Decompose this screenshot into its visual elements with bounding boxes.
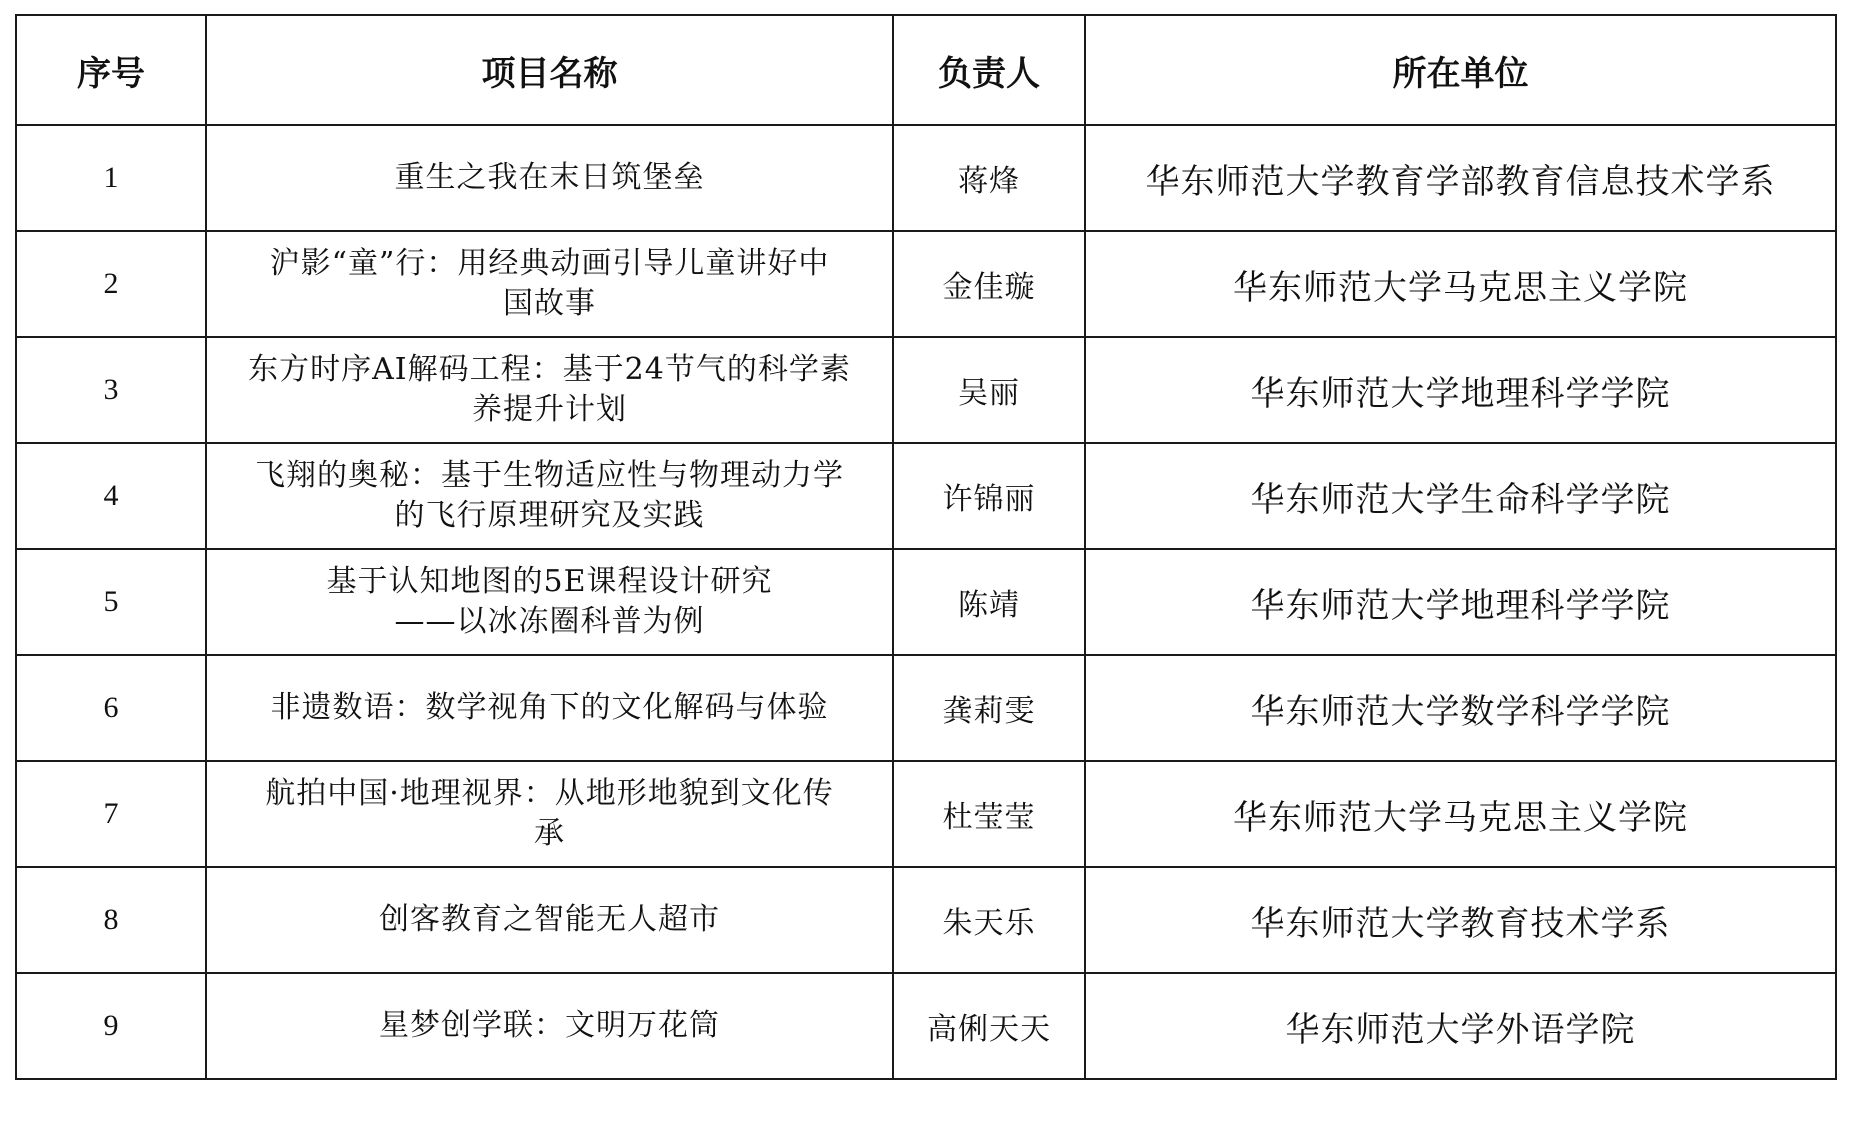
header-no: 序号: [16, 15, 206, 125]
cell-no: 4: [16, 443, 206, 549]
cell-no: 2: [16, 231, 206, 337]
cell-no: 7: [16, 761, 206, 867]
table-row: [16, 655, 1836, 761]
project-name-line: ——以冰冻圈科普为例: [394, 604, 705, 639]
cell-no: 3: [16, 337, 206, 443]
cell-lead: 龚莉雯: [893, 655, 1085, 761]
project-name-line: 沪影“童”行：用经典动画引导儿童讲好中: [269, 246, 830, 281]
cell-project-name: [206, 125, 893, 231]
cell-unit: 华东师范大学外语学院: [1085, 973, 1836, 1079]
project-name-line: 国故事: [503, 286, 596, 321]
cell-project-name: [206, 231, 893, 337]
cell-unit: 华东师范大学教育学部教育信息技术学系: [1085, 125, 1836, 231]
project-name-line: 的飞行原理研究及实践: [394, 498, 705, 533]
cell-project-name: [206, 443, 893, 549]
cell-unit: 华东师范大学数学科学学院: [1085, 655, 1836, 761]
project-name-line: 星梦创学联：文明万花筒: [379, 1008, 720, 1043]
project-name-line: 重生之我在末日筑堡垒: [394, 160, 705, 195]
project-name-line: 承: [534, 816, 565, 851]
cell-lead: 陈靖: [893, 549, 1085, 655]
table-row: [16, 549, 1836, 655]
cell-project-name: [206, 549, 893, 655]
project-name-line: 非遗数语：数学视角下的文化解码与体验: [270, 690, 829, 725]
cell-unit: 华东师范大学马克思主义学院: [1085, 761, 1836, 867]
cell-unit: 华东师范大学马克思主义学院: [1085, 231, 1836, 337]
table-body: [16, 125, 1836, 1079]
cell-unit: 华东师范大学教育技术学系: [1085, 867, 1836, 973]
table-row: [16, 443, 1836, 549]
table-row: [16, 973, 1836, 1079]
cell-project-name: [206, 337, 893, 443]
project-name-line: 创客教育之智能无人超市: [379, 902, 720, 937]
cell-no: 6: [16, 655, 206, 761]
cell-no: 1: [16, 125, 206, 231]
project-name-line: 养提升计划: [472, 392, 627, 427]
cell-lead: 杜莹莹: [893, 761, 1085, 867]
cell-lead: 朱天乐: [893, 867, 1085, 973]
cell-lead: 许锦丽: [893, 443, 1085, 549]
table-row: [16, 761, 1836, 867]
cell-lead: 金佳璇: [893, 231, 1085, 337]
cell-no: 8: [16, 867, 206, 973]
project-name-line: 航拍中国·地理视界：从地形地貌到文化传: [265, 776, 834, 811]
header-lead: 负责人: [893, 15, 1085, 125]
table-row: [16, 867, 1836, 973]
cell-unit: 华东师范大学地理科学学院: [1085, 549, 1836, 655]
cell-project-name: [206, 867, 893, 973]
cell-unit: 华东师范大学地理科学学院: [1085, 337, 1836, 443]
project-name-line: 东方时序AI解码工程：基于24节气的科学素: [248, 352, 851, 387]
cell-lead: 高俐天天: [893, 973, 1085, 1079]
cell-project-name: [206, 761, 893, 867]
cell-no: 5: [16, 549, 206, 655]
header-project-name: 项目名称: [206, 15, 893, 125]
header-unit: 所在单位: [1085, 15, 1836, 125]
table-row: [16, 231, 1836, 337]
project-name-line: 飞翔的奥秘：基于生物适应性与物理动力学: [255, 458, 844, 493]
project-name-line: 基于认知地图的5E课程设计研究: [326, 564, 773, 599]
table-header-row: [16, 15, 1836, 125]
project-table: [15, 14, 1837, 1080]
cell-lead: 吴丽: [893, 337, 1085, 443]
table-row: [16, 125, 1836, 231]
cell-unit: 华东师范大学生命科学学院: [1085, 443, 1836, 549]
cell-project-name: [206, 655, 893, 761]
cell-no: 9: [16, 973, 206, 1079]
cell-project-name: [206, 973, 893, 1079]
cell-lead: 蒋烽: [893, 125, 1085, 231]
table-row: [16, 337, 1836, 443]
